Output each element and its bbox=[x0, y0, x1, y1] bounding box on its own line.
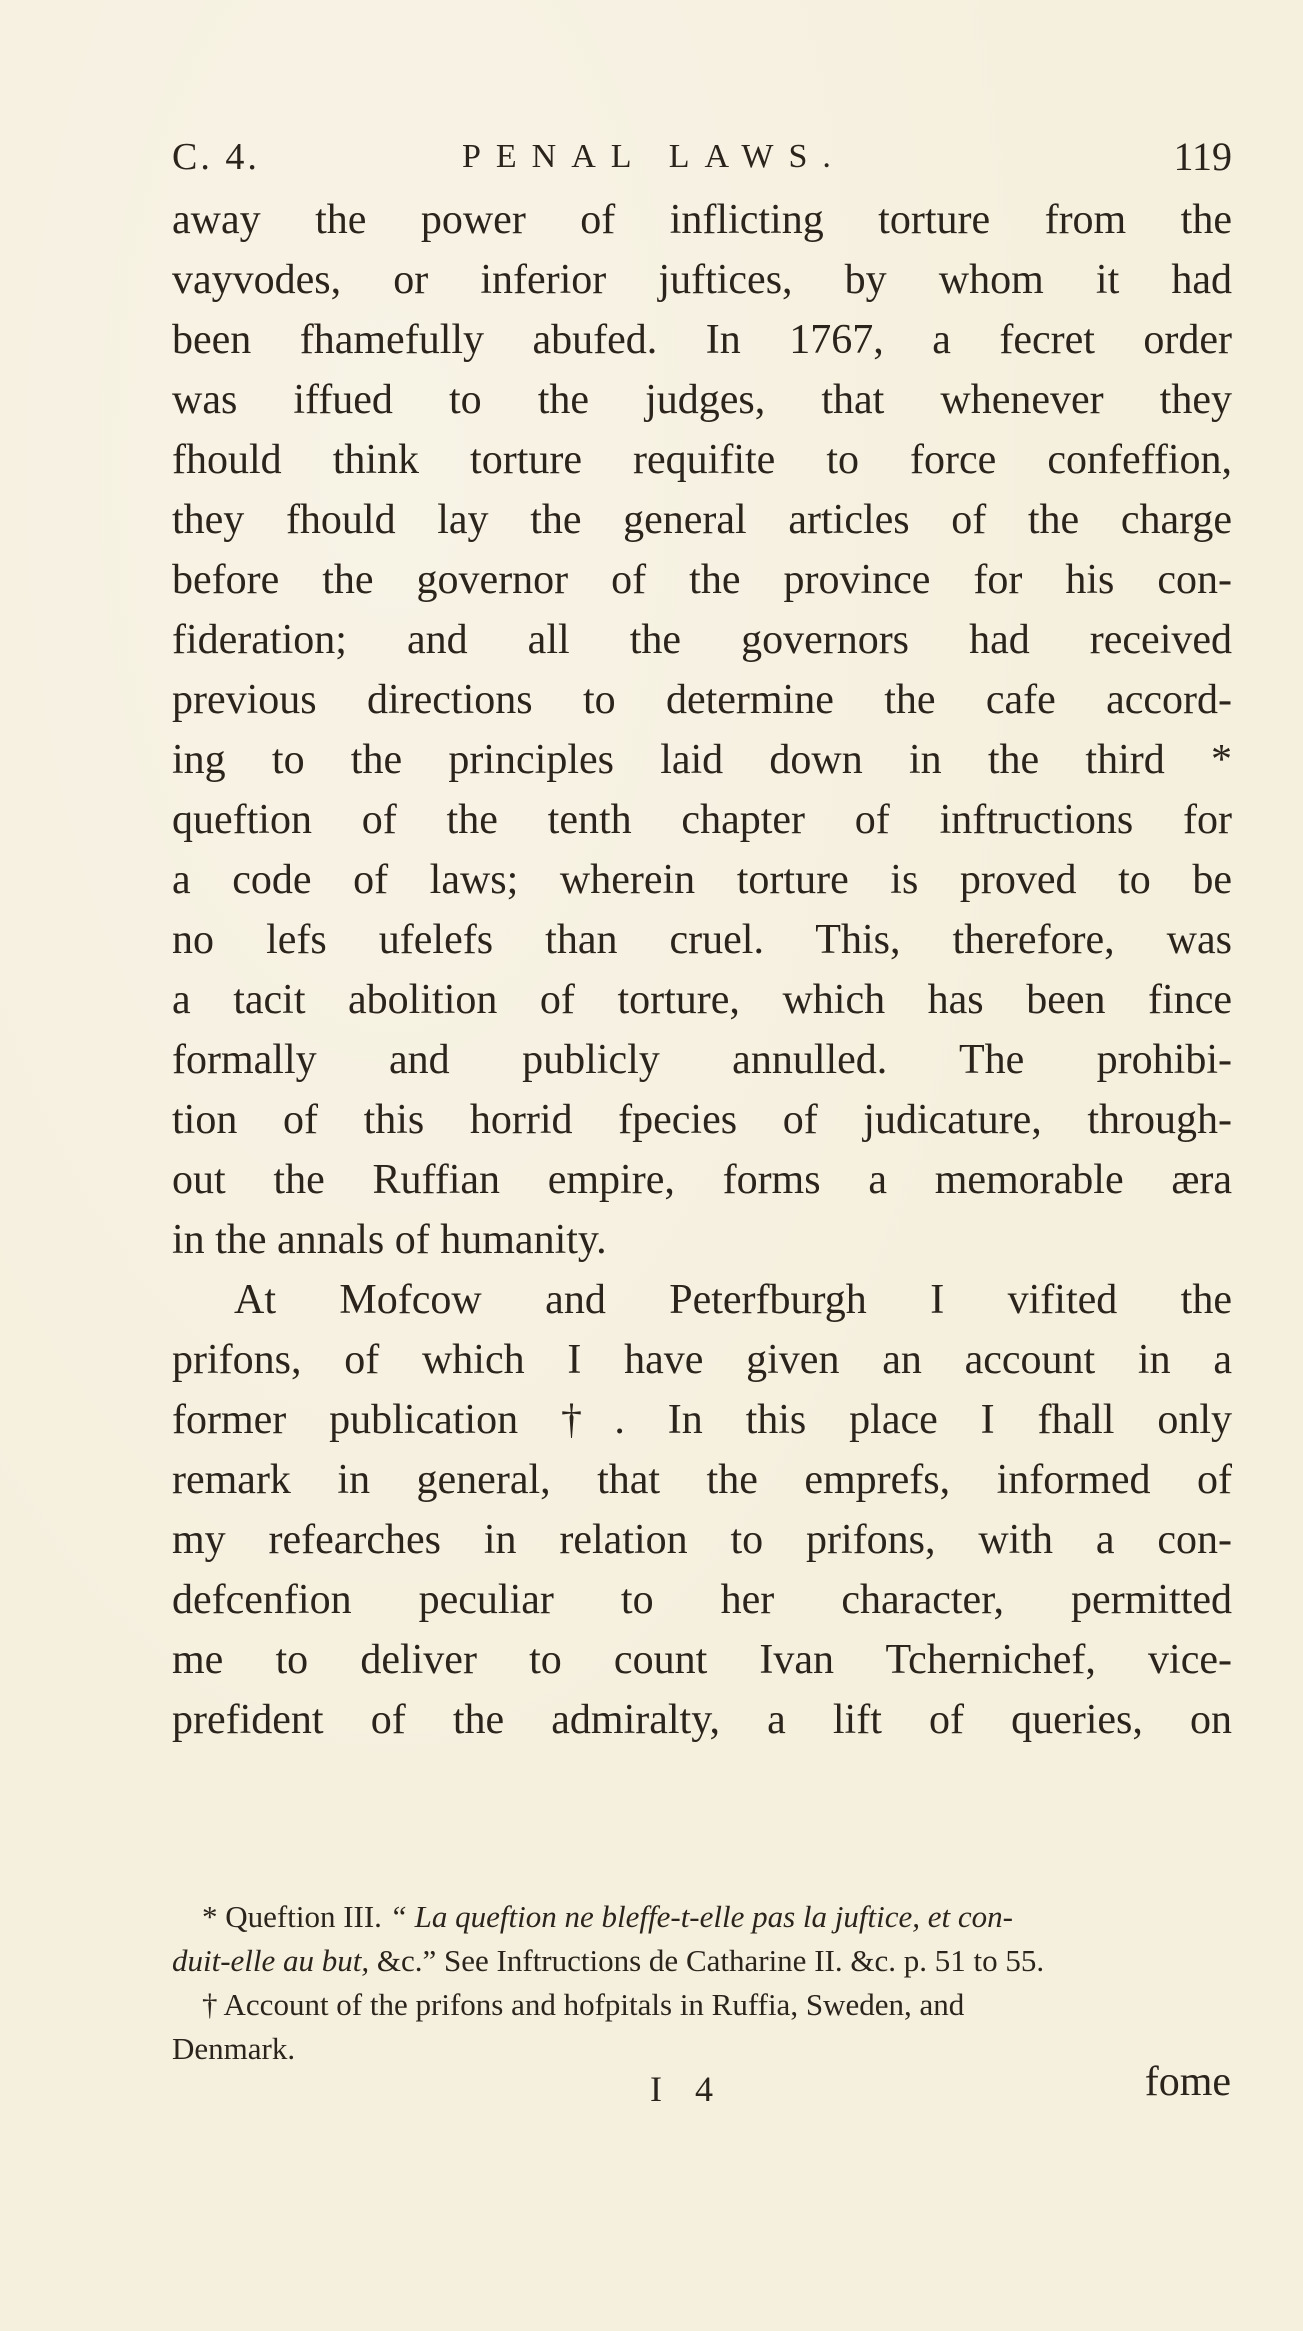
text-line: before the governor of the province for his con- bbox=[172, 557, 1232, 603]
footnote-1-reference: &c.” See Inftructions de Catharine II. &c. p. 51 to 55. bbox=[369, 1943, 1045, 1978]
text-line: formally and publicly annulled. The prohibi- bbox=[172, 1037, 1232, 1083]
text-line: tion of this horrid fpecies of judicature, through- bbox=[172, 1097, 1232, 1143]
text-line: At Mofcow and Peterfburgh I vifited the bbox=[234, 1277, 1232, 1323]
text-line: prifons, of which I have given an account in a bbox=[172, 1337, 1232, 1383]
footnote-1-line-2 bbox=[172, 1939, 1232, 1983]
text-line: me to deliver to count Ivan Tchernichef, vice- bbox=[172, 1637, 1232, 1683]
footnote-2-line-2: Denmark. bbox=[172, 2031, 296, 2066]
text-line: my refearches in relation to prifons, with a con- bbox=[172, 1517, 1232, 1563]
footnote-1-label: * Queftion III. bbox=[202, 1899, 382, 1934]
text-line: ing to the principles laid down in the third * bbox=[172, 737, 1232, 783]
text-line: been fhamefully abufed. In 1767, a fecret order bbox=[172, 317, 1232, 363]
chapter-label: C. 4. bbox=[172, 136, 260, 178]
text-line: a code of laws; wherein torture is proved to be bbox=[172, 857, 1232, 903]
footnote-1-quote-end: duit-elle au but, bbox=[172, 1943, 370, 1978]
signature-mark: I 4 bbox=[650, 2069, 725, 2109]
text-line: out the Ruffian empire, forms a memorable æra bbox=[172, 1157, 1232, 1203]
text-line: in the annals of humanity. bbox=[172, 1217, 607, 1263]
footnote-2-line-1: † Account of the prifons and hofpitals in Ruffia, Sweden, and bbox=[202, 1987, 965, 2022]
text-line: no lefs ufelefs than cruel. This, therefore, was bbox=[172, 917, 1232, 963]
text-line: previous directions to determine the cafe accord- bbox=[172, 677, 1232, 723]
running-title: PENAL LAWS. bbox=[462, 138, 846, 175]
footnote-1-line-1 bbox=[172, 1895, 1232, 1939]
main-text bbox=[172, 190, 1232, 1750]
text-line: away the power of inflicting torture from the bbox=[172, 197, 1232, 243]
page-number: 119 bbox=[1173, 134, 1232, 179]
footnote-1-quote: “ La queftion ne bleffe-t-elle pas la juftice, et con- bbox=[389, 1899, 1013, 1934]
text-line: prefident of the admiralty, a lift of queries, on bbox=[172, 1697, 1232, 1743]
footnotes bbox=[172, 1895, 1232, 2071]
text-line: fhould think torture requifite to force confeffion, bbox=[172, 437, 1232, 483]
text-line: they fhould lay the general articles of the charge bbox=[172, 497, 1232, 543]
text-line: defcenfion peculiar to her character, permitted bbox=[172, 1577, 1232, 1623]
text-line: a tacit abolition of torture, which has been fince bbox=[172, 977, 1232, 1023]
text-line: fideration; and all the governors had received bbox=[172, 617, 1232, 663]
catchword: fome bbox=[1144, 2059, 1231, 2105]
text-line: remark in general, that the emprefs, informed of bbox=[172, 1457, 1232, 1503]
text-line: was iffued to the judges, that whenever they bbox=[172, 377, 1232, 423]
text-line: former publication †. In this place I fhall only bbox=[172, 1397, 1232, 1443]
text-line: vayvodes, or inferior juftices, by whom it had bbox=[172, 257, 1232, 303]
text-line: queftion of the tenth chapter of inftructions for bbox=[172, 797, 1232, 843]
running-header bbox=[172, 132, 1232, 182]
